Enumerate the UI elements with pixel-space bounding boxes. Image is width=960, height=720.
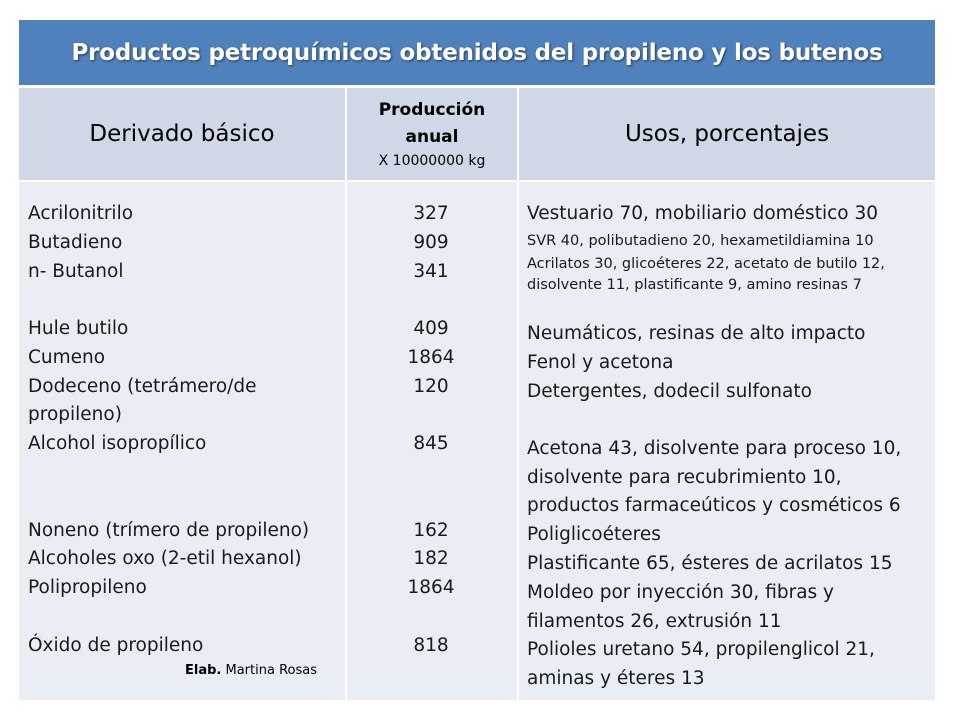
produccion-cell: 327 [413,203,449,224]
derivado-cell: Dodeceno (tetrámero/de [28,376,257,397]
credit-note: Elab. Martina Rosas [185,663,317,678]
produccion-cell: 182 [413,548,449,569]
usos-cell: aminas y éteres 13 [527,668,705,689]
usos-cell: Detergentes, dodecil sulfonato [527,381,812,402]
usos-cell: Vestuario 70, mobiliario doméstico 30 [527,203,878,224]
produccion-cell: 120 [413,376,449,397]
usos-cell: filamentos 26, extrusión 11 [527,611,782,632]
produccion-cell: 909 [413,232,449,253]
derivado-cell: n- Butanol [28,261,124,282]
usos-cell: Moldeo por inyección 30, fibras y [527,582,835,603]
table-title: Productos petroquímicos obtenidos del propileno y los butenos [71,39,883,66]
derivado-cell: Óxido de propileno [28,635,204,656]
produccion-cell: 162 [413,520,449,541]
produccion-cell: 1864 [407,577,455,598]
header-produccion: Producción anual X 10000000 kg [378,100,486,169]
usos-cell: Fenol y acetona [527,352,674,373]
usos-cell: Acrilatos 30, glicoéteres 22, acetato de butilo 12, [527,256,885,272]
usos-cell: Polioles uretano 54, propilenglicol 21, [527,639,875,660]
usos-cell: Plastificante 65, ésteres de acrilatos 15 [527,553,893,574]
produccion-cell: 1864 [407,347,455,368]
produccion-cell: 845 [413,433,449,454]
derivado-cell: Noneno (trímero de propileno) [28,520,310,541]
derivado-cell: Alcoholes oxo (2-etil hexanol) [28,548,302,569]
usos-cell: Poliglicoéteres [527,524,661,545]
derivado-cell: Acrilonitrilo [28,203,134,224]
derivado-cell: Alcohol isopropílico [28,433,207,454]
produccion-cell: 409 [413,318,449,339]
header-row [19,88,935,182]
derivado-cell: propileno) [28,404,122,425]
usos-cell: disolvente para recubrimiento 10, [527,467,842,488]
usos-cell: Neumáticos, resinas de alto impacto [527,323,866,344]
produccion-cell: 818 [413,635,449,656]
usos-cell: productos farmaceúticos y cosméticos 6 [527,495,901,516]
header-usos: Usos, porcentajes [624,121,830,147]
table-body [19,182,935,700]
usos-cell: disolvente 11, plastificante 9, amino resinas 7 [527,277,862,293]
usos-cell: SVR 40, polibutadieno 20, hexametildiamina 10 [527,233,874,249]
derivado-cell: Polipropileno [28,577,147,598]
usos-cell: Acetona 43, disolvente para proceso 10, [527,438,902,459]
header-derivado: Derivado básico [89,121,275,147]
derivado-cell: Butadieno [28,232,123,253]
derivado-cell: Hule butilo [28,318,129,339]
produccion-cell: 341 [413,261,449,282]
derivado-cell: Cumeno [28,347,106,368]
title-bar [19,20,935,88]
